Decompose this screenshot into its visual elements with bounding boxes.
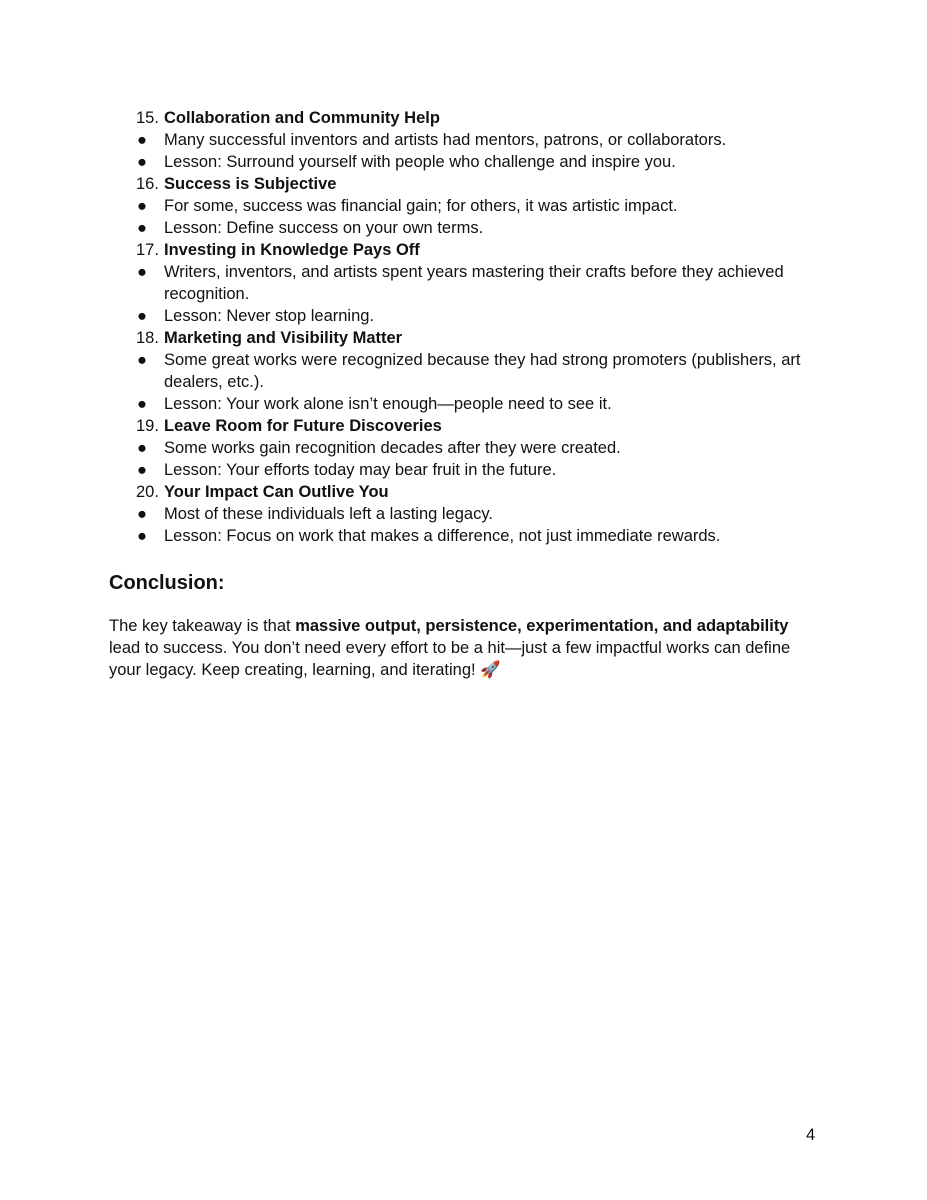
- conclusion-text-bold: massive output, persistence, experimentation, and adaptability: [295, 617, 789, 635]
- section-15: [109, 107, 819, 173]
- section-16: [109, 173, 819, 239]
- bullet-icon: ●: [137, 131, 147, 149]
- list-item-text: Some great works were recognized because they had strong promoters (publishers, art dealers, etc.).: [164, 351, 801, 391]
- bullet-icon: ●: [137, 153, 147, 171]
- bullet-icon: ●: [137, 395, 147, 413]
- section-18: [109, 327, 819, 415]
- conclusion-text-before: The key takeaway is that: [109, 617, 296, 635]
- list-item-text: Lesson: Define success on your own terms.: [164, 219, 484, 237]
- list-item-text: Some works gain recognition decades after they were created.: [164, 439, 621, 457]
- list-item: [109, 503, 819, 525]
- bullet-icon: ●: [137, 197, 147, 215]
- page-number: 4: [806, 1126, 816, 1144]
- list-item: [109, 129, 819, 151]
- bullet-icon: ●: [137, 307, 147, 325]
- list-item-text: Most of these individuals left a lasting legacy.: [164, 505, 493, 523]
- conclusion-paragraph: [109, 615, 809, 681]
- list-item-text: Lesson: Your efforts today may bear fruit in the future.: [164, 461, 557, 479]
- conclusion-text-after: lead to success. You don’t need every effort to be a hit—just a few impactful works can define your legacy. Keep creating, learning, and iterating! 🚀: [109, 639, 791, 679]
- section-19: [109, 415, 819, 481]
- list-number: 15.: [136, 109, 159, 127]
- list-title: Investing in Knowledge Pays Off: [164, 241, 420, 259]
- list-item-text: For some, success was financial gain; for others, it was artistic impact.: [164, 197, 678, 215]
- list-heading: [109, 107, 819, 129]
- page-content: [109, 107, 819, 698]
- list-item: [109, 195, 819, 217]
- list-item: [109, 349, 819, 393]
- list-item: [109, 261, 819, 305]
- list-item: [109, 459, 819, 481]
- bullet-icon: ●: [137, 461, 147, 479]
- list-item: [109, 525, 819, 547]
- list-number: 19.: [136, 417, 159, 435]
- bullet-icon: ●: [137, 263, 147, 281]
- list-item: [109, 151, 819, 173]
- list-number: 18.: [136, 329, 159, 347]
- list-title: Success is Subjective: [164, 175, 337, 193]
- list-item: [109, 437, 819, 459]
- bullet-icon: ●: [137, 219, 147, 237]
- conclusion-heading: Conclusion:: [109, 572, 225, 594]
- list-item-text: Many successful inventors and artists had mentors, patrons, or collaborators.: [164, 131, 727, 149]
- list-title: Leave Room for Future Discoveries: [164, 417, 442, 435]
- list-item-text: Lesson: Surround yourself with people who challenge and inspire you.: [164, 153, 676, 171]
- section-20: [109, 481, 819, 547]
- list-title: Collaboration and Community Help: [164, 109, 440, 127]
- list-number: 20.: [136, 483, 159, 501]
- list-number: 16.: [136, 175, 159, 193]
- bullet-icon: ●: [137, 527, 147, 545]
- list-item-text: Writers, inventors, and artists spent years mastering their crafts before they achieved recognition.: [164, 263, 784, 303]
- section-17: [109, 239, 819, 327]
- list-item-text: Lesson: Focus on work that makes a difference, not just immediate rewards.: [164, 527, 721, 545]
- list-heading: [109, 327, 819, 349]
- list-item: [109, 393, 819, 415]
- list-title: Marketing and Visibility Matter: [164, 329, 403, 347]
- list-item: [109, 305, 819, 327]
- list-heading: [109, 239, 819, 261]
- list-number: 17.: [136, 241, 159, 259]
- list-heading: [109, 481, 819, 503]
- bullet-icon: ●: [137, 439, 147, 457]
- list-item: [109, 217, 819, 239]
- list-item-text: Lesson: Your work alone isn’t enough—people need to see it.: [164, 395, 612, 413]
- bullet-icon: ●: [137, 351, 147, 369]
- bullet-icon: ●: [137, 505, 147, 523]
- list-item-text: Lesson: Never stop learning.: [164, 307, 375, 325]
- list-heading: [109, 173, 819, 195]
- list-heading: [109, 415, 819, 437]
- list-title: Your Impact Can Outlive You: [164, 483, 389, 501]
